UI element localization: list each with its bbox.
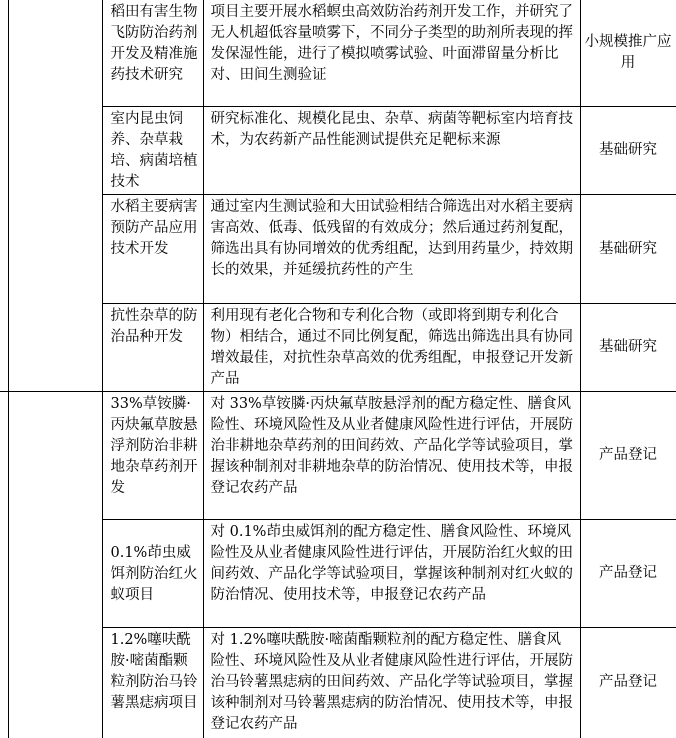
project-stage-cell: 产品登记 — [580, 392, 676, 520]
project-content-cell: 通过室内生测试验和大田试验相结合筛选出对水稻主要病害高效、低毒、低残留的有效成分；然后通过药剂复配，筛选出具有协同增效的优秀组配，达到用药量少，持效期长的效果，并延缓抗药性的产生 — [203, 195, 580, 304]
project-stage-cell: 基础研究 — [580, 195, 676, 304]
project-name-cell: 室内昆虫饲养、杂草栽培、病菌培植技术 — [102, 107, 203, 195]
left-margin-cell — [0, 392, 8, 738]
project-name-cell: 1.2%噻呋酰胺·嘧菌酯颗粒剂防治马铃薯黑痣病项目 — [102, 628, 203, 738]
project-stage-cell: 产品登记 — [580, 520, 676, 628]
project-name-cell: 抗性杂草的防治品种开发 — [102, 304, 203, 392]
project-content-cell: 项目主要开展水稻螟虫高效防治药剂开发工作，并研究了无人机超低容量喷雾下，不同分子类型的助剂所表现的挥发保湿性能，进行了模拟喷雾试验、叶面滞留量分析比对、田间生测验证 — [203, 0, 580, 107]
project-content-cell: 研究标准化、规模化昆虫、杂草、病菌等靶标室内培育技术，为农药新产品性能测试提供充足靶标来源 — [203, 107, 580, 195]
category-cell — [8, 392, 102, 738]
project-content-cell: 对 0.1%茚虫威饵剂的配方稳定性、膳食风险性、环境风险性及从业者健康风险性进行评估，开展防治红火蚁的田间药效、产品化学等试验项目，掌握该种制剂对红火蚁的防治情况、使用技术等，申报登记农药产品 — [203, 520, 580, 628]
table-row — [0, 628, 676, 738]
table-row — [0, 195, 676, 304]
table-row — [0, 304, 676, 392]
project-name-cell: 稻田有害生物飞防防治药剂开发及精准施药技术研究 — [102, 0, 203, 107]
project-name-cell: 水稻主要病害预防产品应用技术开发 — [102, 195, 203, 304]
table-row — [0, 107, 676, 195]
table-row — [0, 0, 676, 107]
table-row — [0, 392, 676, 520]
project-stage-cell: 产品登记 — [580, 628, 676, 738]
project-stage-cell: 基础研究 — [580, 107, 676, 195]
project-stage-cell: 小规模推广应用 — [580, 0, 676, 107]
project-name-cell: 33%草铵膦·丙炔氟草胺悬浮剂防治非耕地杂草药剂开发 — [102, 392, 203, 520]
category-cell — [8, 0, 102, 392]
project-content-cell: 对 33%草铵膦·丙炔氟草胺悬浮剂的配方稳定性、膳食风险性、环境风险性及从业者健康风险性进行评估，开展防治非耕地杂草药剂的田间药效、产品化学等试验项目，掌握该种制剂对非耕地杂草的防治情况、使用技术等，申报登记农药产品 — [203, 392, 580, 520]
left-margin-cell — [0, 0, 8, 392]
project-name-cell: 0.1%茚虫威饵剂防治红火蚁项目 — [102, 520, 203, 628]
project-content-cell: 利用现有老化合物和专利化合物（或即将到期专利化合物）相结合，通过不同比例复配，筛选出筛选出具有协同增效最佳，对抗性杂草高效的优秀组配，申报登记开发新产品 — [203, 304, 580, 392]
table-row — [0, 520, 676, 628]
project-stage-cell: 基础研究 — [580, 304, 676, 392]
project-content-cell: 对 1.2%噻呋酰胺·嘧菌酯颗粒剂的配方稳定性、膳食风险性、环境风险性及从业者健康风险性进行评估，开展防治马铃薯黑痣病的田间药效、产品化学等试验项目，掌握该种制剂对马铃薯黑痣病的防治情况、使用技术等，申报登记农药产品 — [203, 628, 580, 738]
